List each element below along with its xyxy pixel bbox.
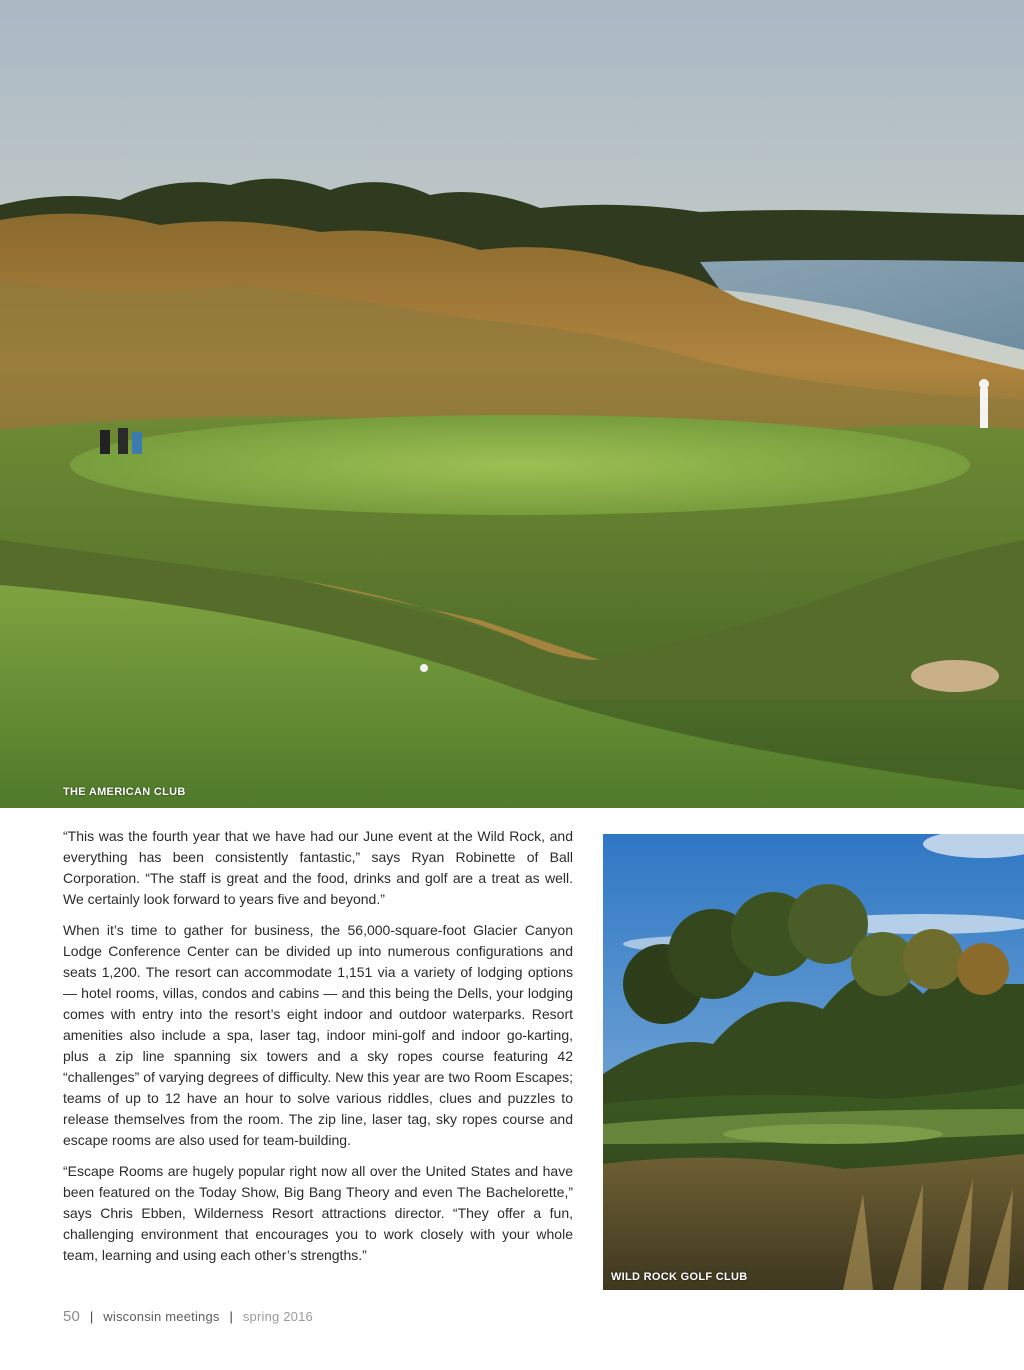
- side-photo: [603, 834, 1024, 1290]
- side-photo-caption: WILD ROCK GOLF CLUB: [611, 1271, 748, 1283]
- wooded-golf-course-photo: [603, 834, 1024, 1290]
- footer-separator: |: [89, 1309, 94, 1324]
- article-paragraph: “Escape Rooms are hugely popular right now all over the United States and have been featured on the Today Show, Big Bang Theory and even The Bachelorette,” says Chris Ebben, Wilderness Resort attractions director. “They offer a fun, challenging environment that encourages you to work closely with your whole team, learning and using each other’s strengths.”: [63, 1163, 573, 1263]
- publication-name: wisconsin meetings: [103, 1309, 220, 1324]
- issue-label: spring 2016: [242, 1309, 313, 1324]
- page-footer: [63, 1308, 313, 1325]
- footer-separator: |: [229, 1309, 234, 1324]
- hero-photo-caption: THE AMERICAN CLUB: [63, 786, 186, 798]
- article-paragraph: When it’s time to gather for business, the 56,000-square-foot Glacier Canyon Lodge Conference Center can be divided up into numerous configurations and seats 1,200. The resort can accommodate 1,151 via a variety of lodging options — hotel rooms, villas, condos and cabins — and this being the Dells, your lodging comes with entry into the resort’s eight indoor and outdoor waterparks. Resort amenities also include a spa, laser tag, indoor mini-golf and indoor go-karting, plus a zip line spanning six towers and a sky ropes course featuring 42 “challenges” of varying degrees of difficulty. New this year are two Room Escapes; teams of up to 12 have an hour to solve various riddles, clues and puzzles to release themselves from the room. The zip line, laser tag, sky ropes course and escape rooms are also used for team-building.: [63, 922, 573, 1148]
- page-number: 50: [63, 1308, 81, 1325]
- article-body: [63, 826, 573, 1276]
- article-paragraph: “This was the fourth year that we have had our June event at the Wild Rock, and everything has been consistently fantastic,” says Ryan Robinette of Ball Corporation. “The staff is great and the food, drinks and golf are a treat as well. We certainly look forward to years five and beyond.”: [63, 828, 573, 907]
